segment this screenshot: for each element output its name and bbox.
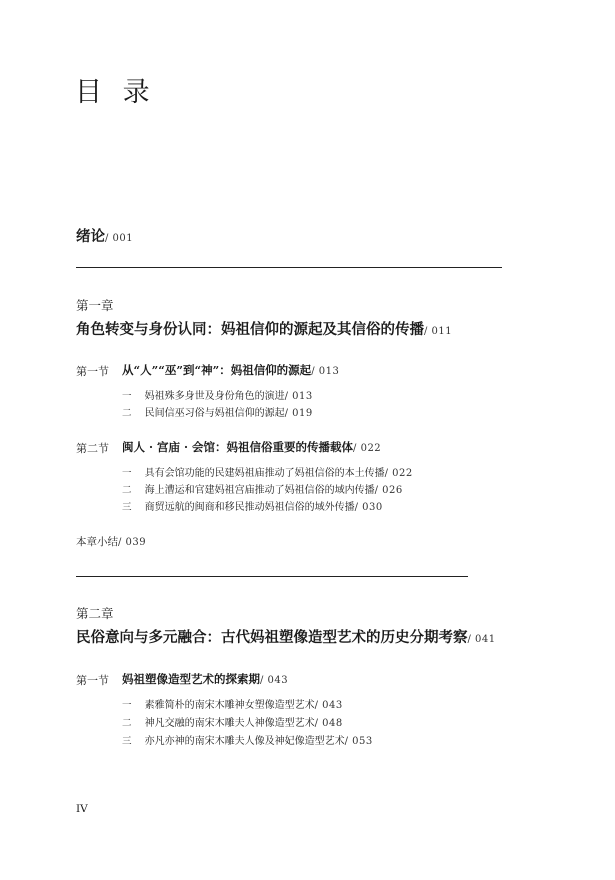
page-number: / 043 — [314, 700, 343, 711]
toc-entry-summary[interactable] — [76, 530, 146, 549]
toc-entry-item[interactable] — [122, 495, 383, 514]
section-title: 从“人”“巫”到“神”：妈祖信仰的源起 — [122, 363, 312, 377]
toc-entry-section[interactable] — [76, 360, 109, 379]
toc-entry-chapter-1[interactable] — [76, 318, 452, 339]
page-number: / 001 — [105, 233, 134, 244]
page-number: / 048 — [314, 718, 343, 729]
page-number: / 026 — [374, 485, 403, 496]
page-number: / 022 — [353, 443, 382, 454]
item-number: 三 — [122, 736, 132, 747]
item-number: 一 — [122, 391, 132, 402]
summary-text: 本章小结 — [76, 536, 118, 548]
folio-page-number: IV — [76, 803, 88, 815]
item-number: 三 — [122, 502, 132, 513]
item-number: 二 — [122, 485, 132, 496]
page-number: / 041 — [467, 634, 496, 645]
chapter-title: 民俗意向与多元融合：古代妈祖塑像造型艺术的历史分期考察 — [76, 629, 468, 646]
item-number: 一 — [122, 700, 132, 711]
item-text: 具有会馆功能的民建妈祖庙推动了妈祖信俗的本土传播 — [144, 468, 385, 479]
section-title: 妈祖塑像造型艺术的探索期 — [122, 672, 260, 686]
divider — [76, 576, 468, 577]
page-title: 目 录 — [75, 77, 156, 108]
item-number: 二 — [122, 408, 132, 419]
chapter-label: 第一章 — [76, 298, 114, 313]
section-number: 第二节 — [76, 442, 109, 455]
toc-entry-section[interactable] — [76, 669, 109, 688]
section-number: 第一节 — [76, 365, 109, 378]
toc-entry-intro[interactable] — [76, 225, 133, 246]
page-number: / 013 — [311, 366, 340, 377]
section-number: 第一节 — [76, 674, 109, 687]
item-text: 素雅简朴的南宋木雕神女塑像造型艺术 — [144, 700, 315, 711]
toc-entry-section-title[interactable] — [122, 668, 288, 687]
toc-entry-item[interactable] — [122, 711, 343, 730]
item-text: 妈祖殊多身世及身份角色的演进 — [144, 391, 285, 402]
intro-title: 绪论 — [76, 228, 105, 245]
toc-entry-section[interactable] — [76, 437, 109, 456]
toc-entry-chapter-2[interactable] — [76, 626, 496, 647]
item-text: 神凡交融的南宋木雕夫人神像造型艺术 — [144, 718, 315, 729]
toc-entry-section-title[interactable] — [122, 359, 339, 378]
toc-entry-section-title[interactable] — [122, 436, 381, 455]
item-number: 一 — [122, 468, 132, 479]
item-text: 商贸远航的闽商和移民推动妈祖信俗的域外传播 — [144, 502, 355, 513]
item-text: 民间信巫习俗与妈祖信仰的源起 — [144, 408, 285, 419]
item-text: 亦凡亦神的南宋木雕夫人像及神妃像造型艺术 — [144, 736, 345, 747]
item-number: 二 — [122, 718, 132, 729]
page-number: / 053 — [344, 736, 373, 747]
page-number: / 030 — [354, 502, 383, 513]
page-number: / 022 — [384, 468, 413, 479]
section-title: 闽人 · 宫庙 · 会馆：妈祖信俗重要的传播载体 — [122, 440, 354, 454]
page-number: / 039 — [118, 537, 147, 548]
divider — [76, 267, 502, 268]
toc-entry-item[interactable] — [122, 693, 343, 712]
page-number: / 011 — [424, 326, 453, 337]
page-number: / 043 — [260, 675, 289, 686]
page-number: / 019 — [284, 408, 313, 419]
chapter-title: 角色转变与身份认同：妈祖信仰的源起及其信俗的传播 — [76, 321, 424, 338]
item-text: 海上漕运和官建妈祖宫庙推动了妈祖信俗的域内传播 — [144, 485, 375, 496]
chapter-label: 第二章 — [76, 606, 114, 621]
toc-entry-item[interactable] — [122, 401, 313, 420]
toc-entry-item[interactable] — [122, 729, 373, 748]
page-number: / 013 — [284, 391, 313, 402]
